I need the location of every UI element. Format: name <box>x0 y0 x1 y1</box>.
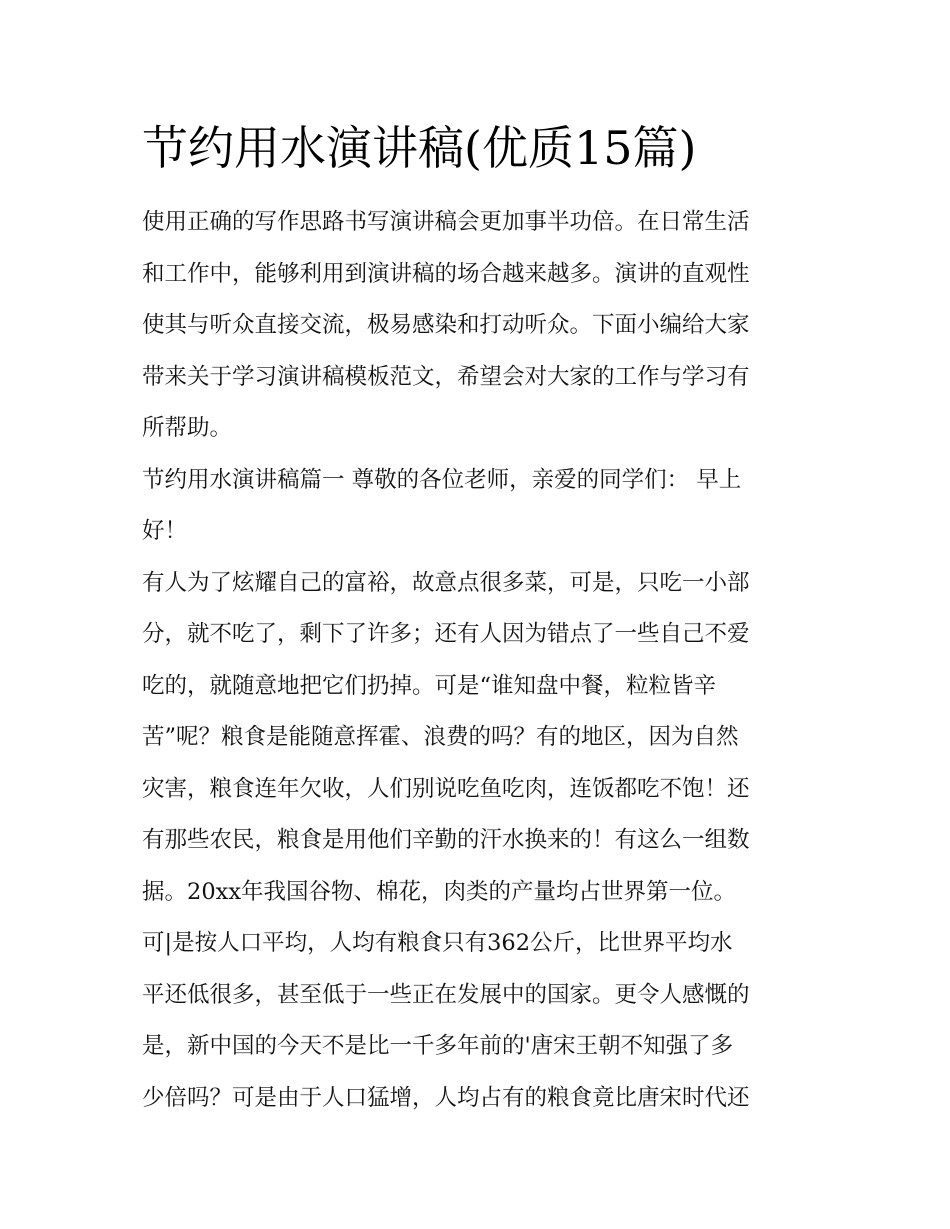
body-line: 少倍吗？可是由于人口猛增，人均占有的粮食竟比唐宋时代还 <box>142 1084 750 1111</box>
body-line: 使其与听众直接交流，极易感染和打动听众。下面小编给大家 <box>142 312 750 338</box>
document-title: 节约用水演讲稿(优质15篇) <box>142 121 697 175</box>
body-line: 所帮助。 <box>142 415 233 441</box>
body-line: 带来关于学习演讲稿模板范文，希望会对大家的工作与学习有 <box>142 363 750 390</box>
body-line: 吃的，就随意地把它们扔掉。可是“谁知盘中餐，粒粒皆辛 <box>142 672 717 699</box>
body-line: 灾害，粮食连年欠收，人们别说吃鱼吃肉，连饭都吃不饱！还 <box>142 775 750 802</box>
section-heading-line: 节约用水演讲稿篇一 尊敬的各位老师，亲爱的同学们： 早上 <box>142 466 742 493</box>
document-body <box>142 200 818 1127</box>
body-line: 使用正确的写作思路书写演讲稿会更加事半功倍。在日常生活 <box>142 209 750 235</box>
body-line: 苦”呢？粮食是能随意挥霍、浪费的吗？有的地区，因为自然 <box>142 724 739 750</box>
body-line: 是，新中国的今天不是比一千多年前的'唐宋王朝不知强了多 <box>142 1033 734 1059</box>
body-line: 可|是按人口平均，人均有粮食只有362公斤，比世界平均水 <box>142 930 733 956</box>
body-line: 好！ <box>142 518 188 544</box>
body-line: 和工作中，能够利用到演讲稿的场合越来越多。演讲的直观性 <box>142 260 750 287</box>
body-line: 有人为了炫耀自己的富裕，故意点很多菜，可是，只吃一小部 <box>142 569 750 596</box>
body-line: 分，就不吃了，剩下了许多；还有人因为错点了一些自己不爱 <box>142 621 750 647</box>
body-line: 平还低很多，甚至低于一些正在发展中的国家。更令人感慨的 <box>142 981 750 1008</box>
body-line: 据。20xx年我国谷物、棉花，肉类的产量均占世界第一位。 <box>142 878 737 905</box>
body-line: 有那些农民，粮食是用他们辛勤的汗水换来的！有这么一组数 <box>142 827 750 853</box>
